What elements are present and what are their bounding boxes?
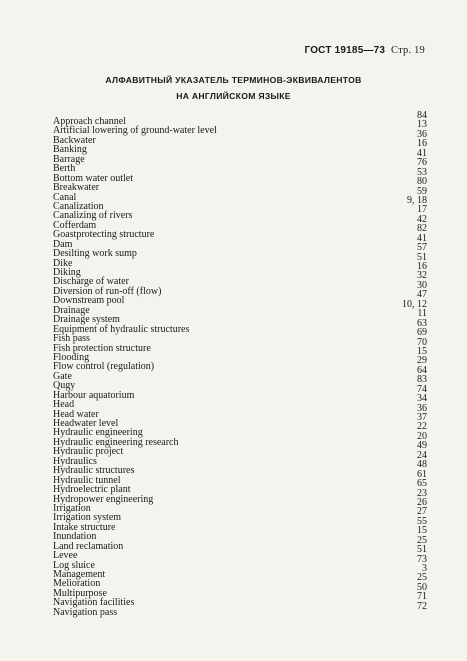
- entry-page-number: 76: [417, 157, 427, 169]
- entry-term: Diversion of run-off (flow): [53, 285, 162, 297]
- entry-page-number: 16: [417, 261, 427, 272]
- entry-page-number: 37: [417, 412, 427, 423]
- entry-term: Hydraulic structures: [53, 465, 135, 477]
- entry-page-number: 36: [417, 128, 427, 140]
- entry-page-number: 65: [417, 478, 427, 490]
- entry-term: Desilting work sump: [53, 248, 137, 260]
- entry-term: Hydraulic engineering research: [53, 436, 179, 448]
- entry-term: Diking: [53, 267, 81, 278]
- entry-term: Canalizing of rivers: [53, 210, 133, 222]
- entry-term: Melioration: [53, 578, 101, 590]
- entry-page-number: 53: [417, 166, 427, 178]
- entry-term: Hydraulic project: [53, 446, 124, 458]
- entry-page-number: 50: [417, 581, 427, 593]
- entry-page-number: 48: [417, 459, 427, 471]
- entry-page-number: 25: [417, 534, 427, 546]
- entry-page-number: 63: [417, 317, 427, 329]
- entry-term: Barrage: [53, 153, 85, 165]
- entry-term: Canal: [53, 191, 77, 203]
- entry-page-number: 9, 18: [407, 194, 427, 206]
- entry-term: Dam: [53, 238, 73, 250]
- entry-term: Navigation facilities: [53, 597, 135, 609]
- entry-page-number: 83: [417, 374, 427, 386]
- page-header: [304, 45, 425, 56]
- entry-term: Hydropower engineering: [53, 493, 154, 505]
- entry-page-number: 49: [417, 440, 427, 452]
- entry-page-number: 61: [417, 468, 427, 480]
- entry-term: Hydroelectric plant: [53, 484, 131, 496]
- entry-page-number: 17: [417, 204, 427, 216]
- entry-page-number: 41: [417, 147, 427, 159]
- term-index-list: [53, 110, 427, 618]
- entry-page-number: 3: [422, 563, 427, 574]
- entry-page-number: 82: [417, 223, 427, 235]
- entry-page-number: 73: [417, 553, 427, 565]
- entry-page-number: 80: [417, 176, 427, 188]
- entry-page-number: 59: [417, 185, 427, 197]
- entry-page-number: 24: [417, 449, 427, 461]
- entry-page-number: 22: [417, 421, 427, 433]
- entry-term: Log sluice: [53, 559, 95, 571]
- entry-term: Goastprotecting structure: [53, 229, 155, 241]
- entry-page-number: 11: [417, 308, 427, 320]
- entry-term: Head water: [53, 408, 99, 420]
- entry-page-number: 36: [417, 402, 427, 414]
- entry-page-number: 51: [417, 544, 427, 556]
- entry-term: Backwater: [53, 134, 96, 146]
- entry-term: Levee: [53, 550, 78, 562]
- entry-term: Downstream pool: [53, 295, 125, 307]
- entry-term: Discharge of water: [53, 276, 129, 288]
- entry-page-number: 64: [417, 364, 427, 376]
- entry-term: Artificial lowering of ground-water level: [53, 125, 217, 137]
- entry-page-number: 69: [417, 327, 427, 339]
- page-number: Стр. 19: [391, 45, 425, 56]
- entry-term: Breakwater: [53, 182, 100, 194]
- entry-page-number: 20: [417, 430, 427, 442]
- entry-term: Banking: [53, 144, 87, 156]
- entry-term: Navigation pass: [53, 606, 118, 618]
- entry-term: Cofferdam: [53, 219, 97, 231]
- entry-term: Qugy: [53, 380, 76, 392]
- entry-term: Canalization: [53, 200, 104, 212]
- index-title-line-2: НА АНГЛИЙСКОМ ЯЗЫКЕ: [176, 91, 291, 101]
- entry-term: Approach channel: [53, 116, 127, 127]
- entry-term: Irrigation system: [53, 512, 122, 524]
- entry-term: Hydraulic engineering: [53, 427, 143, 439]
- entry-page-number: 25: [417, 572, 427, 584]
- entry-term: Drainage system: [53, 314, 120, 326]
- entry-term: Harbour aquatorium: [53, 389, 135, 401]
- entry-term: Intake structure: [53, 521, 116, 533]
- entry-term: Bottom water outlet: [53, 172, 133, 184]
- entry-term: Flow control (regulation): [53, 361, 155, 373]
- entry-page-number: 71: [417, 591, 427, 603]
- entry-page-number: 15: [417, 345, 427, 357]
- entry-page-number: 84: [417, 110, 427, 121]
- entry-page-number: 72: [417, 600, 427, 612]
- entry-page-number: 57: [417, 242, 427, 254]
- entry-page-number: 74: [417, 383, 427, 395]
- entry-term: Land reclamation: [53, 540, 124, 552]
- entry-page-number: 23: [417, 487, 427, 499]
- entry-page-number: 70: [417, 336, 427, 348]
- entry-page-number: 51: [417, 251, 427, 263]
- entry-term: Berth: [53, 163, 76, 175]
- entry-page-number: 29: [417, 355, 427, 367]
- entry-term: Multipurpose: [53, 587, 107, 599]
- entry-term: Inundation: [53, 531, 97, 543]
- entry-term: Gate: [53, 370, 72, 382]
- entry-page-number: 55: [417, 515, 427, 527]
- entry-term: Headwater level: [53, 418, 119, 429]
- entry-page-number: 30: [417, 279, 427, 291]
- entry-term: Irrigation: [53, 502, 91, 514]
- entry-term: Dike: [53, 257, 73, 269]
- entry-page-number: 34: [417, 393, 427, 405]
- entry-term: Head: [53, 399, 75, 411]
- entry-page-number: 10, 12: [402, 298, 427, 310]
- entry-page-number: 16: [417, 138, 427, 150]
- entry-page-number: 32: [417, 270, 427, 282]
- entry-term: Fish pass: [53, 333, 90, 345]
- entry-term: Equipment of hydraulic structures: [53, 323, 190, 335]
- index-title-line-1: АЛФАВИТНЫЙ УКАЗАТЕЛЬ ТЕРМИНОВ-ЭКВИВАЛЕНТОВ: [105, 75, 362, 85]
- standard-number: ГОСТ 19185—73: [304, 45, 386, 56]
- entry-page-number: 27: [417, 506, 427, 518]
- entry-page-number: 26: [417, 496, 427, 508]
- entry-page-number: 13: [417, 119, 427, 131]
- entry-term: Hydraulics: [53, 455, 97, 467]
- entry-page-number: 15: [417, 525, 427, 537]
- entry-term: Drainage: [53, 304, 90, 316]
- entry-page-number: 42: [417, 213, 427, 225]
- entry-page-number: 41: [417, 232, 427, 244]
- entry-term: Management: [53, 569, 106, 580]
- entry-term: Fish protection structure: [53, 342, 151, 354]
- entry-page-number: 47: [417, 289, 427, 301]
- entry-term: Flooding: [53, 351, 90, 363]
- entry-term: Hydraulic tunnel: [53, 474, 121, 486]
